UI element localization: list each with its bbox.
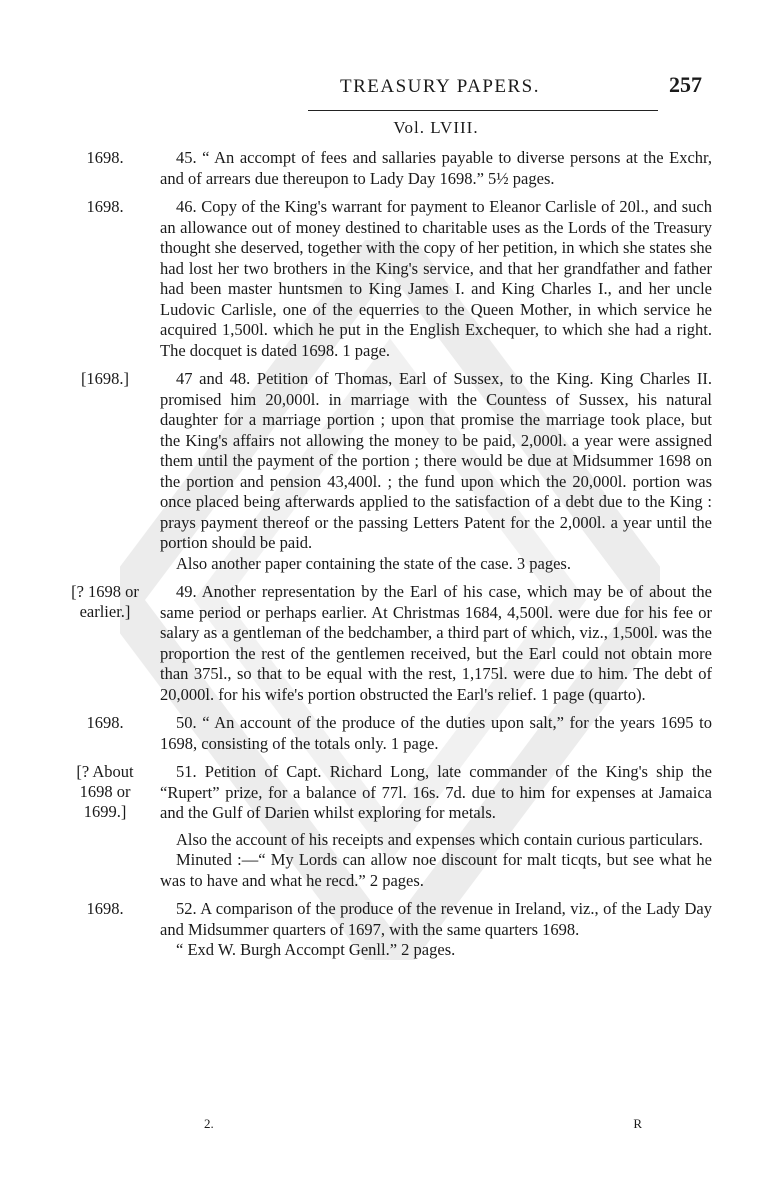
entry-45 <box>60 148 712 189</box>
entry-paragraph: 51. Petition of Capt. Richard Long, late commander of the King's ship the “Rupert” prize, for a balance of 77l. 16s. 7d. due to him for expenses at Jamaica and the Gulf of Darien whilst exploring for metals. <box>160 762 712 822</box>
entry-47-48 <box>60 369 712 574</box>
entry-50 <box>60 713 712 754</box>
entry-date: [? 1698 or earlier.] <box>71 582 139 621</box>
entry-paragraph: 49. Another representation by the Earl of his case, which may be of about the same period or perhaps earlier. At Christmas 1684, 4,500l. were due for his fee or salary as a gentleman of the bedchamber, a third part of which, viz., 1,500l. was the proportion the rest of the gentlemen received, but the Earl could not obtain more than 375l., so that to be equal with the rest, 1,175l. were due to him. The debt of 20,000l. for his wife's portion obstructed the Earl's relief. 1 page (quarto). <box>160 582 712 704</box>
catchword-mark: R <box>633 1116 642 1131</box>
entry-paragraph: 45. “ An accompt of fees and sallaries payable to diverse persons at the Exchr, and of arrears due thereupon to Lady Day 1698.” 5½ pages. <box>160 148 712 188</box>
entry-date: 1698. <box>86 148 124 167</box>
entry-paragraph: “ Exd W. Burgh Accompt Genll.” 2 pages. <box>176 940 456 959</box>
entry-text <box>160 197 712 361</box>
entry-49 <box>60 582 712 705</box>
running-title: TREASURY PAPERS. <box>340 76 540 97</box>
entry-minute: Minuted :—“ My Lords can allow noe discount for malt ticqts, but see what he was to have and what he recd.” 2 pages. <box>160 850 712 890</box>
entry-51 <box>60 762 712 891</box>
page-footer <box>160 1116 712 1136</box>
entry-paragraph: 50. “ An account of the produce of the duties upon salt,” for the years 1695 to 1698, consisting of the totals only. 1 page. <box>160 713 712 753</box>
entry-text <box>160 713 712 754</box>
page-number: 257 <box>669 72 702 97</box>
page-header <box>160 70 712 106</box>
entry-text <box>160 762 712 891</box>
entry-text <box>160 369 712 574</box>
entry-paragraph: Also the account of his receipts and expenses which contain curious particulars. <box>176 829 703 849</box>
entry-text <box>160 899 712 961</box>
entry-paragraph: Also another paper containing the state of the case. 3 pages. <box>176 553 571 573</box>
entry-46 <box>60 197 712 361</box>
header-rule <box>308 110 658 111</box>
signature-mark: 2. <box>204 1116 214 1131</box>
entry-paragraph: 46. Copy of the King's warrant for payment to Eleanor Carlisle of 20l., and such an allowance out of money destined to charitable uses as the Lords of the Treasury thought she deserved, together with the copy of her petition, in which she states she had lost her two brothers in the King's service, and that her grandfather and father had been master huntsmen to King James I. and King Charles I., and her uncle Ludovic Carlisle, one of the equerries to the Queen Mother, in which service he acquired 1,500l. which he put in the English Exchequer, to which she had a right. The docquet is dated 1698. 1 page. <box>160 197 712 360</box>
entry-paragraph: 52. A comparison of the produce of the revenue in Ireland, viz., of the Lady Day and Midsummer quarters of 1697, with the same quarters 1698. <box>160 899 712 939</box>
entry-text <box>160 148 712 189</box>
entry-date: [? About 1698 or 1699.] <box>76 762 134 821</box>
entry-52 <box>60 899 712 961</box>
entry-date: 1698. <box>86 899 124 918</box>
entry-date: 1698. <box>86 713 124 732</box>
entry-date: 1698. <box>86 197 124 216</box>
entry-date: [1698.] <box>80 369 130 388</box>
volume-heading: Vol. LVIII. <box>393 118 479 137</box>
entry-text <box>160 582 712 705</box>
entries-list <box>60 148 712 969</box>
entry-paragraph: 47 and 48. Petition of Thomas, Earl of Sussex, to the King. King Charles II. promised him 20,000l. in marriage with the Countess of Sussex, his natural daughter for a marriage portion ; upon that promise the marriage took place, but the King's affairs not allowing the money to be paid, 2,000l. a year were assigned them until the payment of the portion ; there would be due at Midsummer 1698 on the portion and pension 43,400l. ; the fund upon which the 20,000l. portion was once placed being afterwards applied to the satisfaction of a debt due to the King : prays payment thereof or the passing Letters Patent for the 2,000l. a year until the portion should be paid. <box>160 369 712 552</box>
